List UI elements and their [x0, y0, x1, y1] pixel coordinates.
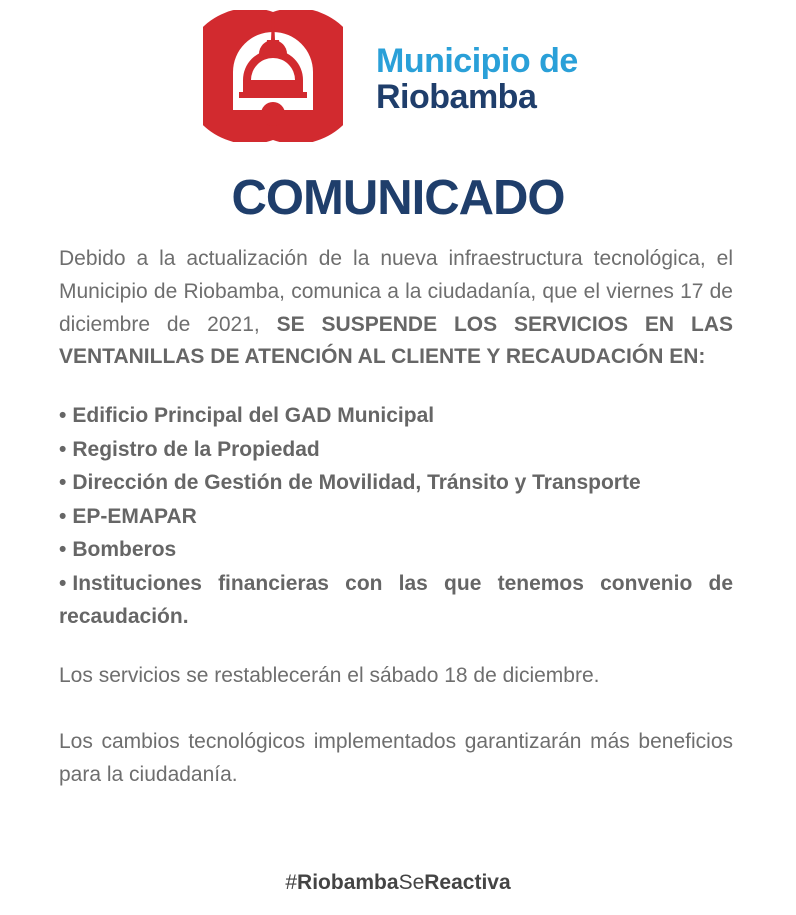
list-item: • Registro de la Propiedad: [59, 437, 320, 461]
list-item: • Edificio Principal del GAD Municipal: [59, 404, 435, 428]
list-item: • Bomberos: [59, 538, 177, 562]
list-item: • Instituciones financieras con las que tenemos convenio de recaudación.: [59, 571, 733, 629]
brand-line1: Municipio de: [376, 42, 578, 80]
restore-note: Los servicios se restablecerán el sábado 18 de diciembre.: [59, 663, 600, 687]
hashtag: #RiobambaSeReactiva: [285, 871, 511, 894]
list-item: • EP-EMAPAR: [59, 504, 197, 528]
intro-bold-text: SE SUSPENDE LOS SERVICIOS EN LAS VENTANILLAS DE ATENCIÓN AL CLIENTE Y RECAUDACIÓN EN:: [59, 312, 733, 369]
intro-text: Debido a la actualización de la nueva infraestructura tecnológica, el Municipio de Riobamba, comunica a la ciudadanía, que el viernes 17 de diciembre de 2021,: [59, 247, 733, 336]
benefits-note: Los cambios tecnológicos implementados garantizarán más beneficios para la ciudadanía.: [59, 730, 733, 787]
page-title: COMUNICADO: [231, 171, 565, 225]
dome-logo-icon: [203, 10, 343, 142]
announcement-body: [59, 243, 733, 792]
locations-list: [59, 399, 733, 634]
brand-wordmark: [376, 44, 578, 114]
intro-paragraph: [59, 243, 733, 374]
header: [0, 0, 796, 150]
brand-line2: Riobamba: [376, 78, 537, 116]
list-item: • Dirección de Gestión de Movilidad, Tránsito y Transporte: [59, 471, 641, 495]
